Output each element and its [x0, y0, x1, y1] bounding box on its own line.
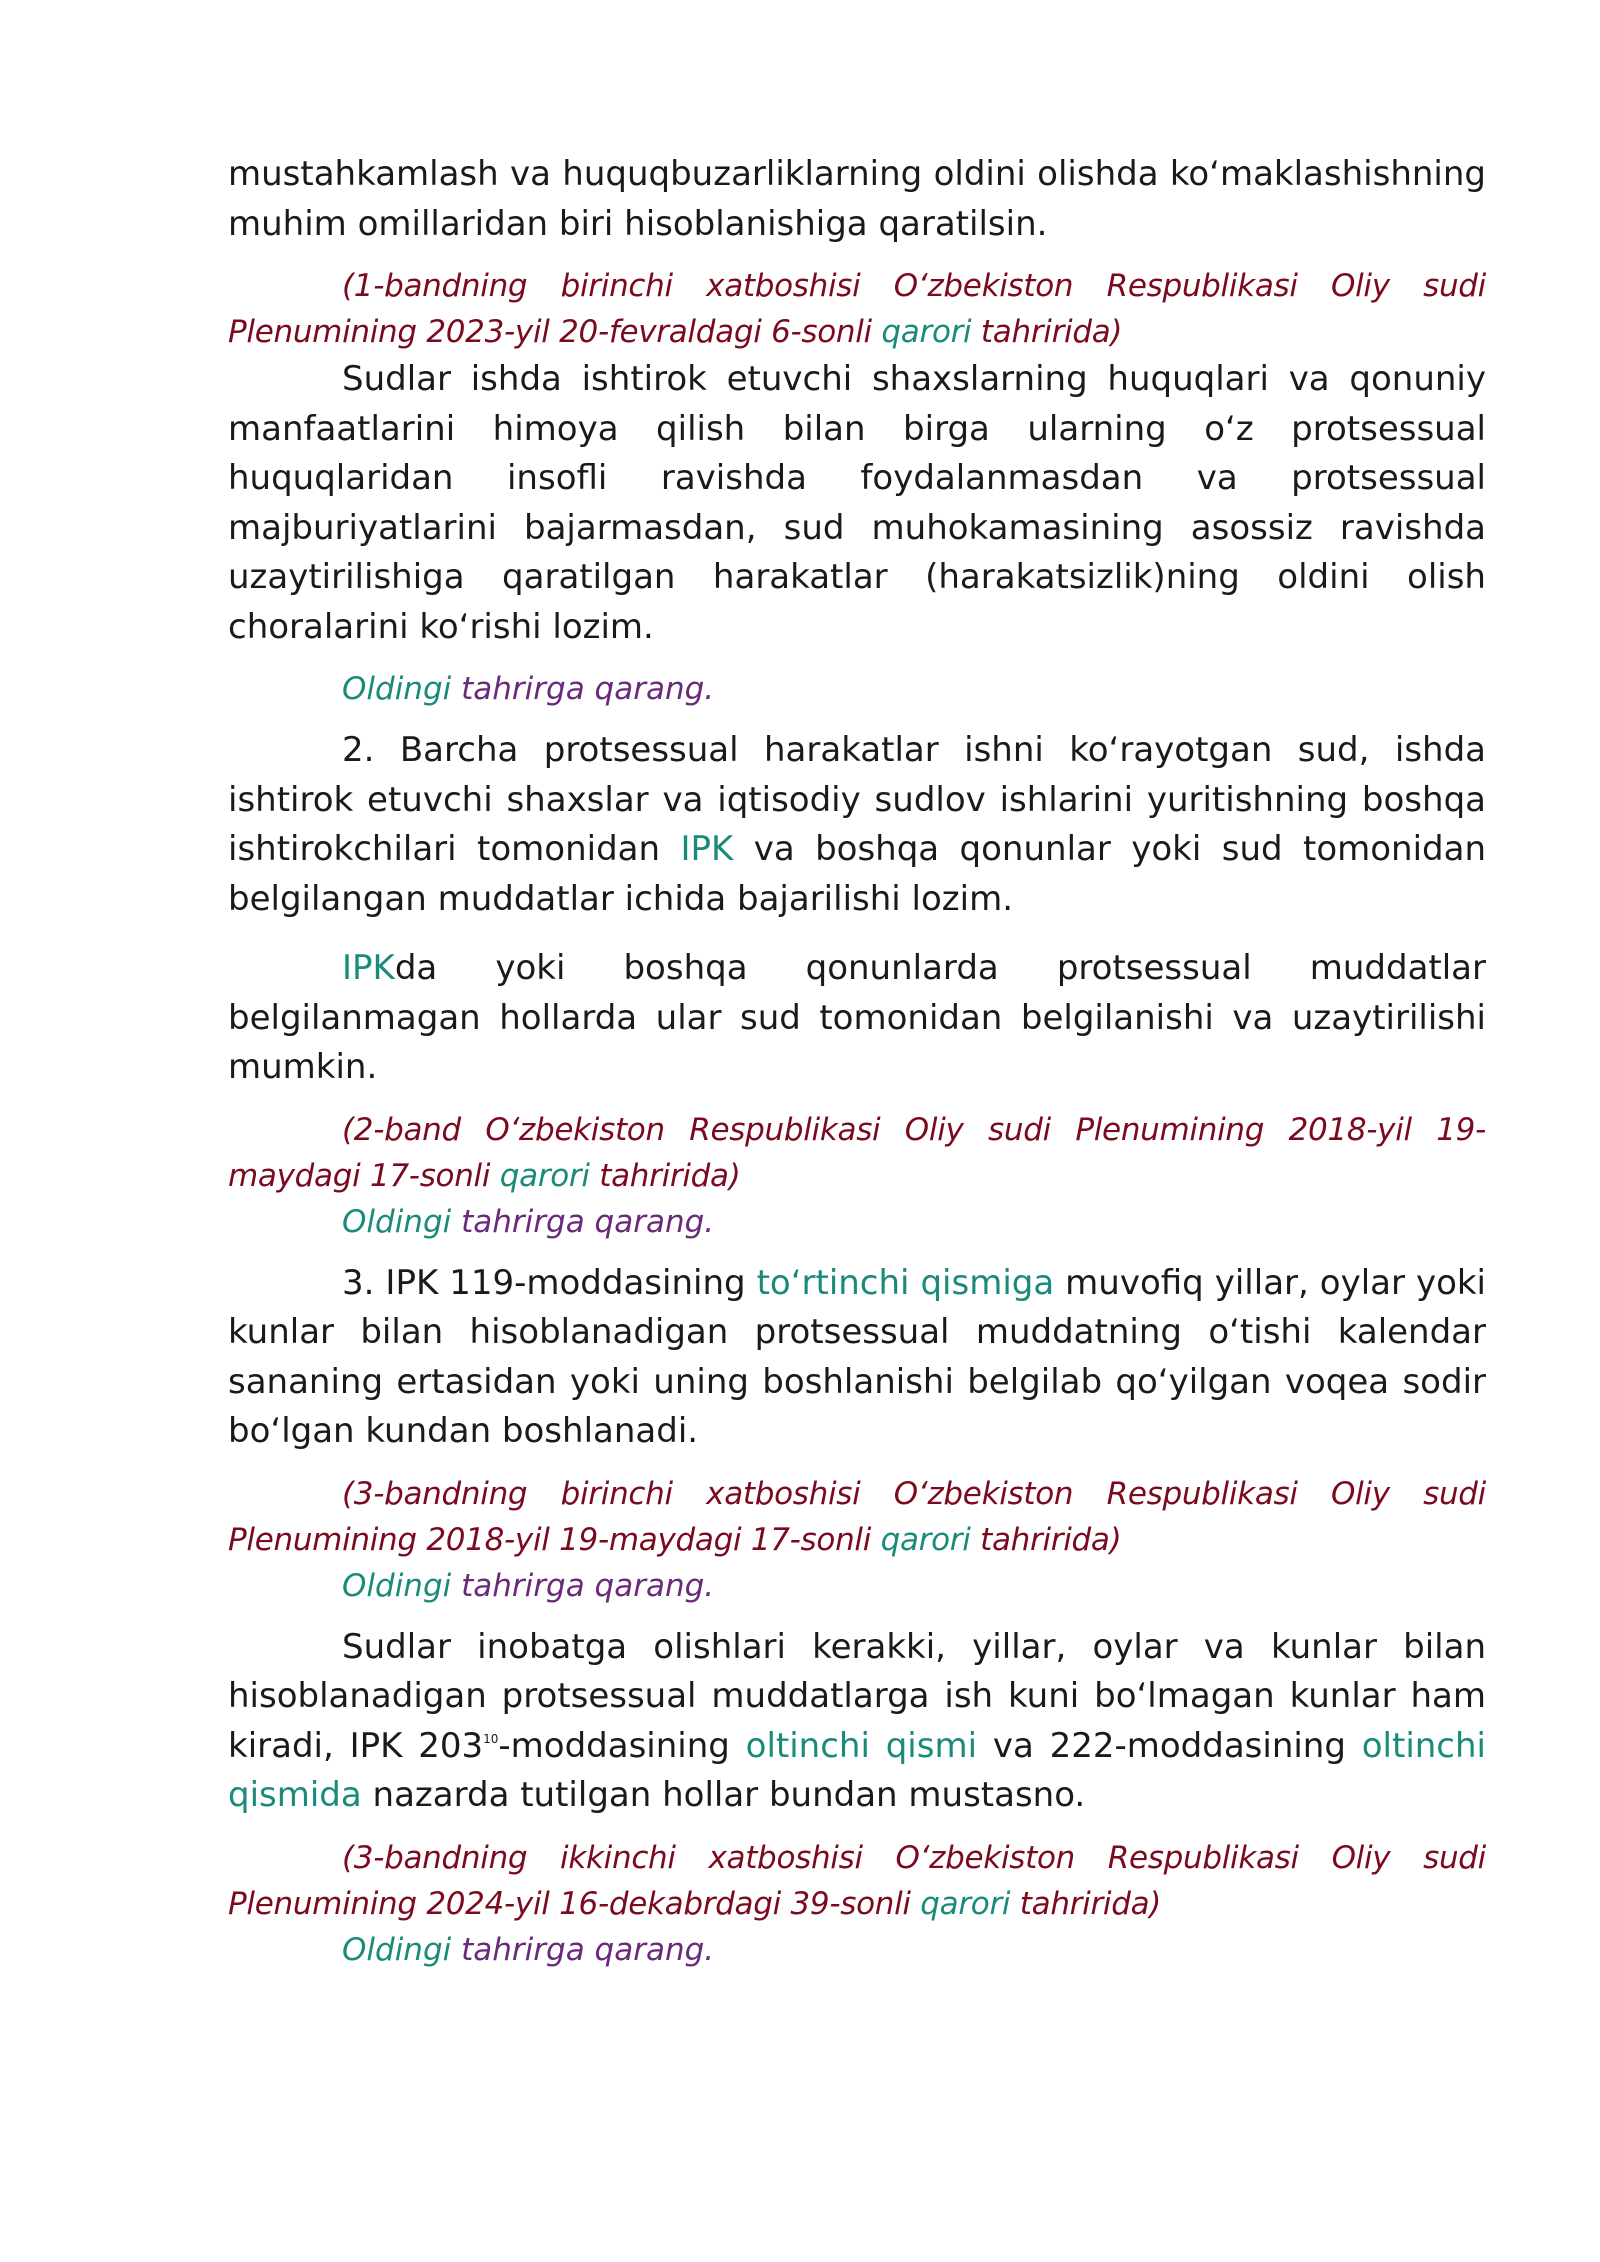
note-text: (3-bandning ikkinchi xatboshisi O‘zbekiston Respublikasi Oliy sudi Plenumining 2024-yil 16-dekabrdagi 39-sonli: [228, 1839, 1486, 1922]
edition-note-2: [228, 1107, 1486, 1199]
previous-edition-link[interactable]: [228, 1199, 1486, 1245]
resolution-link[interactable]: qarori: [880, 1521, 971, 1558]
prev-word[interactable]: Oldingi: [342, 671, 452, 707]
edition-note-3: [228, 1471, 1486, 1563]
paragraph-text-end: muvofiq yillar, oylar yoki kunlar bilan hisoblanadigan protsessual muddatning o‘tishi kalendar sananing ertasidan yoki uning boshlanishi belgilab qo‘yilgan voqea sodir bo‘lgan kundan boshlanadi.: [228, 1262, 1487, 1451]
paragraph-courts-duties: Sudlar ishda ishtirok etuvchi shaxslarning huquqlari va qonuniy manfaatlarini himoya qilish bilan birga ularning o‘z protsessual huquqlaridan insofli ravishda foydalanmasdan va protsessual majburiyatlarini bajarmasdan, sud muhokamasining asossiz ravishda uzaytirilishiga qaratilgan harakatlar (harakatsizlik)ning oldini olish choralarini ko‘rishi lozim.: [228, 359, 1486, 647]
paragraph-item-2: [228, 726, 1486, 924]
paragraph-item-2-second: [228, 944, 1486, 1093]
paragraph-text: 3. IPK 119-moddasining: [342, 1262, 757, 1303]
paragraph-text: Sudlar inobatga olishlari kerakki, yillar, oylar va kunlar bilan hisoblanadigan protsessual muddatlarga ish kuni bo‘lmagan kunlar ham kiradi, IPK 203: [228, 1626, 1486, 1766]
edition-note-4: [228, 1835, 1486, 1927]
paragraph-text: -moddasining: [498, 1725, 746, 1766]
article-part-link[interactable]: to‘rtinchi qismiga: [756, 1262, 1055, 1303]
document-page: [228, 150, 1486, 1973]
note-text-end: tahririda): [589, 1157, 741, 1194]
prev-word[interactable]: qarang.: [594, 1203, 715, 1240]
resolution-link[interactable]: qarori: [881, 314, 972, 350]
previous-edition-link[interactable]: [228, 1927, 1486, 1973]
prev-word[interactable]: Oldingi: [342, 1203, 452, 1240]
previous-edition-link[interactable]: [228, 666, 1486, 712]
ipk-link[interactable]: IPK: [680, 829, 734, 869]
prev-word[interactable]: Oldingi: [342, 1567, 452, 1604]
paragraph-text: 2. Barcha protsessual harakatlar ishni ko‘rayotgan sud, ishda ishtirok etuvchi shaxslar va iqtisodiy sudlov ishlarini yuritishning boshqa ishtirokchilari tomonidan: [228, 730, 1486, 869]
edition-note-1: [228, 263, 1486, 355]
paragraph-continuation: mustahkamlash va huquqbuzarliklarning oldini olishda ko‘maklashishning muhim omillaridan biri hisoblanishiga qaratilsin.: [228, 154, 1486, 244]
resolution-link[interactable]: qarori: [920, 1885, 1011, 1922]
prev-word[interactable]: qarang.: [594, 671, 715, 707]
ipk-link[interactable]: IPK: [342, 948, 395, 988]
prev-word[interactable]: tahrirga: [461, 1567, 585, 1604]
paragraph-item-3-second: [228, 1623, 1486, 1821]
paragraph-text-end: nazarda tutilgan hollar bundan mustasno.: [361, 1775, 1086, 1815]
paragraph-text: da yoki boshqa qonunlarda protsessual muddatlar belgilanmagan hollarda ular sud tomonidan belgilanishi va uzaytirilishi mumkin.: [228, 948, 1486, 1087]
superscript: 10: [483, 1731, 499, 1746]
note-text: (1-bandning birinchi xatboshisi O‘zbekiston Respublikasi Oliy sudi Plenumining 2023-yil 20-fevraldagi 6-sonli: [228, 268, 1486, 350]
note-text: (3-bandning birinchi xatboshisi O‘zbekiston Respublikasi Oliy sudi Plenumining 2018-yil 19-maydagi 17-sonli: [228, 1475, 1486, 1558]
prev-word[interactable]: tahrirga: [461, 671, 585, 707]
paragraph-text: va 222-moddasining: [977, 1725, 1362, 1766]
note-text: (2-band O‘zbekiston Respublikasi Oliy sudi Plenumining 2018-yil 19-maydagi 17-sonli: [228, 1111, 1486, 1194]
prev-word[interactable]: tahrirga: [461, 1203, 585, 1240]
resolution-link[interactable]: qarori: [499, 1157, 590, 1194]
article-part-link[interactable]: oltinchi qismi: [745, 1725, 978, 1766]
paragraph-item-3: [228, 1259, 1486, 1457]
previous-edition-link[interactable]: [228, 1563, 1486, 1609]
prev-word[interactable]: Oldingi: [342, 1931, 452, 1968]
article-part-link[interactable]: oltinchi qismida: [228, 1725, 1486, 1815]
prev-word[interactable]: qarang.: [594, 1931, 715, 1968]
prev-word[interactable]: qarang.: [594, 1567, 715, 1604]
note-text-end: tahririda): [971, 314, 1123, 350]
note-text-end: tahririda): [970, 1521, 1122, 1558]
note-text-end: tahririda): [1010, 1885, 1162, 1922]
prev-word[interactable]: tahrirga: [461, 1931, 585, 1968]
paragraph-text-end: va boshqa qonunlar yoki sud tomonidan belgilangan muddatlar ichida bajarilishi lozim.: [228, 829, 1486, 919]
